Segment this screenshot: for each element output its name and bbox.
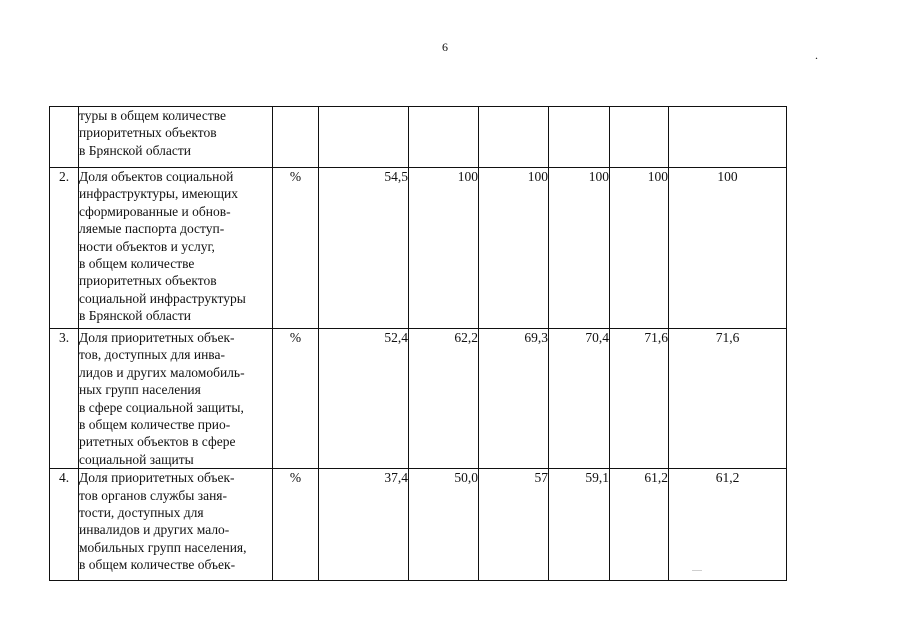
table-row bbox=[50, 469, 787, 581]
row-number-cell bbox=[50, 107, 79, 168]
row-number-cell: 2. bbox=[50, 168, 79, 329]
indicator-name-cell bbox=[79, 329, 273, 469]
value-cell: 52,4 bbox=[319, 329, 409, 469]
indicator-name-cell bbox=[79, 469, 273, 581]
table-body bbox=[50, 107, 787, 581]
value-cell: 69,3 bbox=[479, 329, 549, 469]
indicator-name-line: ритетных объектов в сфере bbox=[79, 434, 236, 450]
value-cell bbox=[479, 107, 549, 168]
indicator-name-line: в общем количестве объек- bbox=[79, 557, 236, 573]
indicator-name-line: в общем количестве bbox=[79, 255, 195, 271]
value-cell: 100 bbox=[479, 168, 549, 329]
indicator-name-line: ных групп населения bbox=[79, 382, 201, 398]
value-cell: 57 bbox=[479, 469, 549, 581]
value-cell bbox=[319, 107, 409, 168]
row-number-cell: 4. bbox=[50, 469, 79, 581]
indicator-name-line: инфраструктуры, имеющих bbox=[79, 186, 238, 202]
value-cell: 37,4 bbox=[319, 469, 409, 581]
value-cell: 62,2 bbox=[409, 329, 479, 469]
indicator-name-line: социальной инфраструктуры bbox=[79, 290, 246, 306]
indicator-name-line: в Брянской области bbox=[79, 308, 192, 324]
value-cell: 100 bbox=[610, 168, 669, 329]
indicator-name-line: тов органов службы заня- bbox=[79, 487, 227, 503]
value-cell bbox=[610, 107, 669, 168]
indicators-table bbox=[49, 106, 787, 581]
corner-mark: . bbox=[815, 48, 818, 62]
page-number: 6 bbox=[442, 40, 448, 54]
indicator-name-line: тости, доступных для bbox=[79, 504, 204, 520]
value-cell: 71,6 bbox=[669, 329, 787, 469]
indicator-name-line: Доля приоритетных объек- bbox=[79, 470, 235, 486]
unit-cell bbox=[273, 107, 319, 168]
table-row bbox=[50, 168, 787, 329]
indicator-name-line: Доля объектов социальной bbox=[79, 169, 234, 184]
indicator-name-line: ляемые паспорта доступ- bbox=[79, 221, 225, 237]
value-cell: 50,0 bbox=[409, 469, 479, 581]
value-cell: 100 bbox=[409, 168, 479, 329]
value-cell bbox=[409, 107, 479, 168]
table-row bbox=[50, 329, 787, 469]
indicator-name-line: приоритетных объектов bbox=[79, 125, 217, 141]
value-cell: 54,5 bbox=[319, 168, 409, 329]
row-number-cell: 3. bbox=[50, 329, 79, 469]
indicator-name-line: Доля приоритетных объек- bbox=[79, 330, 235, 345]
unit-cell: % bbox=[273, 168, 319, 329]
indicator-name-line: ности объектов и услуг, bbox=[79, 238, 215, 254]
value-cell: 71,6 bbox=[610, 329, 669, 469]
indicator-name-cell bbox=[79, 107, 273, 168]
indicator-name-line: в Брянской области bbox=[79, 142, 192, 158]
value-cell: 61,2 bbox=[610, 469, 669, 581]
indicator-name-line: в общем количестве прио- bbox=[79, 416, 231, 432]
unit-cell: % bbox=[273, 329, 319, 469]
indicator-name-line: сформированные и обнов- bbox=[79, 203, 231, 219]
indicator-name-cell bbox=[79, 168, 273, 329]
value-cell: 59,1 bbox=[549, 469, 610, 581]
indicator-name-line: инвалидов и других мало- bbox=[79, 522, 230, 538]
indicator-name-line: туры в общем количестве bbox=[79, 108, 227, 123]
value-cell: 100 bbox=[669, 168, 787, 329]
indicator-name-line: приоритетных объектов bbox=[79, 273, 217, 289]
value-cell: 61,2 bbox=[669, 469, 787, 581]
table-row bbox=[50, 107, 787, 168]
indicator-name-line: лидов и других маломобиль- bbox=[79, 364, 245, 380]
indicator-name-line: тов, доступных для инва- bbox=[79, 347, 225, 363]
indicator-name-line: мобильных групп населения, bbox=[79, 539, 247, 555]
unit-cell: % bbox=[273, 469, 319, 581]
indicator-name-line: в сфере социальной защиты, bbox=[79, 399, 244, 415]
value-cell: 70,4 bbox=[549, 329, 610, 469]
value-cell bbox=[669, 107, 787, 168]
indicator-name-line: социальной защиты bbox=[79, 451, 194, 467]
value-cell: 100 bbox=[549, 168, 610, 329]
value-cell bbox=[549, 107, 610, 168]
